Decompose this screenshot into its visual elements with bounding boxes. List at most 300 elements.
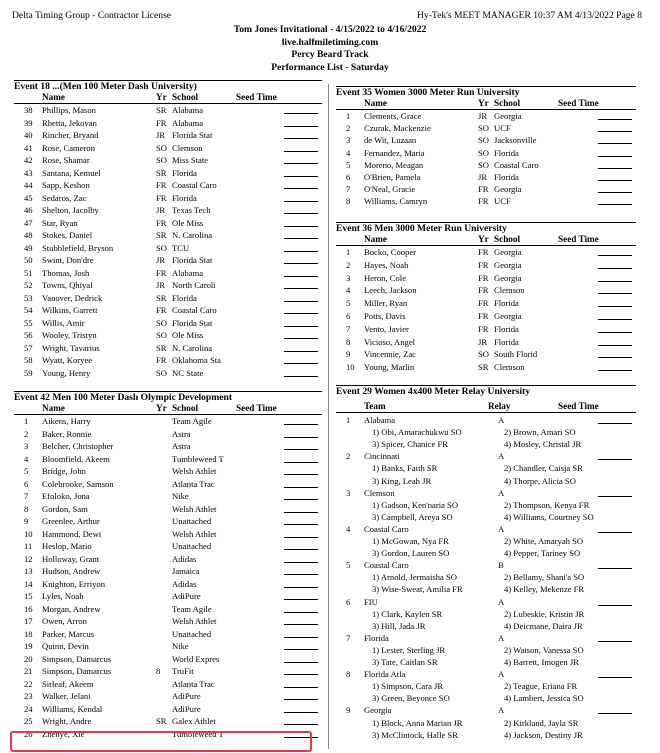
event18-place: 42 [24, 155, 33, 165]
event18-athlete-name: Phillips, Mason [42, 105, 96, 115]
event18-place: 54 [24, 305, 33, 315]
event42-athlete-name: Hudson, Andrew [42, 566, 101, 576]
event18-school: NC State [172, 367, 204, 378]
event42-col-school: School [172, 403, 199, 413]
relay-team-name: Florida [364, 632, 389, 643]
relay-letter: A [498, 415, 505, 425]
event36-athlete-name: Hayes, Noah [364, 259, 409, 270]
seed-time-blank [598, 184, 632, 193]
event36-place: 9 [346, 349, 351, 360]
meet-list-title: Performance List - Saturday [271, 62, 389, 74]
event35-place: 3 [346, 135, 351, 146]
event35-year: SO [478, 147, 489, 158]
table-row [14, 454, 322, 467]
seed-time-blank [284, 118, 318, 127]
event42-athlete-name: Walker, Jelani [42, 691, 91, 701]
relay-leg-3: 3) King, Leah JR [372, 475, 432, 486]
table-row [14, 218, 322, 231]
event36-col-yr: Yr [478, 234, 489, 244]
relay-leg-2: 2) Watson, Vanessa SO [504, 644, 584, 655]
event36-school: Georgia [494, 247, 522, 257]
seed-time-blank [598, 285, 632, 294]
relay-place: 5 [346, 560, 351, 571]
relay-place: 6 [346, 596, 351, 607]
event35-header-rule [336, 109, 636, 110]
relay-letter: A [498, 451, 505, 462]
relay-leg-1: 1) Simpson, Cara JR [372, 681, 444, 692]
seed-time-blank [284, 441, 318, 450]
event42-school: Astra [172, 428, 191, 439]
event18-athlete-name: Rincher, Bryand [42, 130, 99, 140]
event18-athlete-name: Shelton, Jacolby [42, 205, 99, 215]
event42-school: Tumbleweed T [172, 453, 224, 464]
event18-school: Florida Stat [172, 255, 213, 265]
table-row [14, 268, 322, 281]
event42-place: 21 [24, 666, 33, 676]
event18-col-name: Name [42, 92, 65, 102]
seed-time-blank [284, 591, 318, 600]
event35-year: FR [478, 184, 489, 195]
relay-leg-2: 2) White, Amaryah SO [504, 536, 584, 546]
event18-athlete-name: Towns, Qhiyal [42, 280, 93, 290]
event35-school: Coastal Caro [494, 159, 539, 170]
event36-athlete-name: Vincennie, Zac [364, 349, 416, 360]
seed-time-blank [284, 541, 318, 550]
table-row [14, 105, 322, 118]
event18-school: Oklahoma Sta [172, 355, 221, 365]
relay-letter: A [498, 632, 505, 643]
seed-time-blank [598, 298, 632, 307]
event35-school: UCF [494, 196, 511, 207]
relay-leg-1: 1) Banks, Faith SR [372, 463, 438, 474]
event36-col-school: School [494, 234, 521, 244]
event42-school: Nike [172, 491, 189, 501]
seed-time-blank [284, 193, 318, 202]
event18-place: 56 [24, 330, 33, 340]
event35-place: 4 [346, 147, 351, 158]
event35-school: UCF [494, 123, 511, 134]
table-row [336, 337, 636, 350]
event18-school: Florida [172, 167, 197, 178]
seed-time-blank [284, 566, 318, 575]
event42-athlete-name: Gordon, Sam [42, 503, 88, 514]
event36-year: SR [478, 362, 489, 373]
event18-place: 53 [24, 292, 33, 303]
event42-place: 11 [24, 541, 33, 551]
event18-athlete-name: Wilkins, Garrett [42, 305, 98, 315]
seed-time-blank [284, 255, 318, 264]
seed-time-blank [598, 560, 632, 569]
event18-col-school: School [172, 92, 199, 102]
event42-athlete-name: Williams, Kendal [42, 703, 103, 714]
seed-time-blank [598, 172, 632, 181]
table-row [336, 111, 636, 123]
seed-time-blank [284, 691, 318, 700]
table-row [336, 247, 636, 260]
event42-year: SR [156, 716, 167, 726]
event18-col-yr: Yr [156, 92, 167, 102]
event42-school: AdiPure [172, 691, 201, 701]
relay-team-name: FIU [364, 596, 378, 607]
seed-time-blank [598, 148, 632, 157]
event18-athlete-name: Rose, Cameron [42, 142, 95, 153]
table-row [336, 260, 636, 273]
table-row [14, 654, 322, 667]
event18-year: SR [156, 230, 167, 240]
event35-place: 2 [346, 123, 351, 134]
event42-col-yr: Yr [156, 403, 167, 413]
event42-school: World Expres [172, 653, 220, 664]
event18-school: Coastal Caro [172, 305, 217, 315]
seed-time-blank [284, 479, 318, 488]
event18-year: FR [156, 192, 167, 203]
event18-year: SO [156, 242, 167, 253]
event35-school: Georgia [494, 184, 522, 195]
event36-title: Event 36 Men 3000 Meter Run University [336, 223, 507, 234]
table-row [14, 130, 322, 143]
event42-school: Jamaica [172, 566, 200, 576]
seed-time-blank [598, 415, 632, 424]
event18-year: SO [156, 142, 167, 153]
event18-year: JR [156, 280, 166, 290]
relay-leg-2: 2) Thompson, Kenya FR [504, 499, 590, 510]
seed-time-blank [284, 629, 318, 638]
event18-year: SO [156, 367, 167, 378]
meet-manager-header: Hy-Tek's MEET MANAGER 10:37 AM 4/13/2022 Page 8 [417, 10, 642, 21]
event42-school: TruFit [172, 666, 194, 676]
seed-time-blank [284, 679, 318, 688]
event35-place: 6 [346, 172, 351, 182]
table-row [336, 362, 636, 375]
seed-time-blank [598, 273, 632, 282]
seed-time-blank [284, 529, 318, 538]
seed-time-blank [598, 705, 632, 714]
seed-time-blank [598, 111, 632, 120]
event35-place: 7 [346, 184, 351, 195]
seed-time-blank [284, 355, 318, 364]
seed-time-blank [598, 311, 632, 320]
event35-athlete-name: O'Brien, Pamela [364, 172, 421, 182]
event42-place: 17 [24, 616, 33, 626]
relay-leg-1: 1) Lester, Sterling JR [372, 644, 446, 655]
event42-school: Welsh Athlet [172, 503, 217, 514]
event42-place: 25 [24, 716, 33, 726]
seed-time-blank [284, 293, 318, 302]
event35-athlete-name: Moreno, Meagan [364, 159, 424, 170]
seed-time-blank [598, 451, 632, 460]
event18-school: Florida [172, 192, 197, 203]
event35-col-school: School [494, 98, 521, 108]
event18-place: 47 [24, 217, 33, 228]
event18-year: SR [156, 167, 167, 178]
event36-place: 4 [346, 285, 351, 296]
event18-athlete-name: Sapp, Keshon [42, 180, 90, 190]
seed-time-blank [598, 247, 632, 256]
event18-place: 40 [24, 130, 33, 140]
seed-time-blank [598, 488, 632, 497]
event35-school: Jacksonville [494, 135, 537, 146]
relay-place: 7 [346, 632, 351, 643]
event42-athlete-name: Bridge, John [42, 466, 86, 476]
table-row [14, 343, 322, 356]
table-row [14, 704, 322, 717]
event42-header-rule [14, 414, 322, 415]
table-row [14, 504, 322, 517]
event18-athlete-name: Thomas, Josh [42, 267, 90, 278]
relay-leg-1: 1) Clark, Kaylen SR [372, 608, 443, 619]
table-row [336, 148, 636, 160]
relay-team-name: Clemson [364, 487, 395, 498]
meet-title: Tom Jones Invitational - 4/15/2022 to 4/16/2022 [233, 24, 427, 35]
seed-time-blank [598, 669, 632, 678]
table-row [14, 243, 322, 256]
event18-col-seed: Seed Time [236, 92, 277, 102]
event42-place: 18 [24, 628, 33, 639]
event42-place: 13 [24, 566, 33, 576]
relay-leg-2: 2) Bellamy, Shani'a SO [504, 572, 585, 583]
table-row [14, 629, 322, 642]
event42-athlete-name: Colebrooke, Samson [42, 478, 114, 489]
event42-athlete-name: Parker, Marcus [42, 628, 95, 639]
event35-athlete-name: Clements, Grace [364, 111, 422, 121]
event18-athlete-name: Vanover, Dedrick [42, 292, 103, 303]
event18-school: Florida [172, 292, 197, 303]
event42-place: 9 [24, 516, 29, 526]
event18-school: N. Carolina [172, 230, 213, 240]
event36-year: FR [478, 298, 489, 309]
highlight-box [10, 728, 312, 752]
table-row [336, 160, 636, 172]
table-row [14, 355, 322, 368]
event36-place: 5 [346, 298, 351, 309]
event36-school: Georgia [494, 259, 522, 270]
event35-col-yr: Yr [478, 98, 489, 108]
event42-place: 20 [24, 653, 33, 664]
event36-school: Georgia [494, 272, 522, 283]
table-row [336, 196, 636, 208]
event18-athlete-name: Wyatt, Koryee [42, 355, 93, 365]
event18-athlete-name: Wright, Tavarius [42, 342, 100, 353]
relay-leg-3: 3) Wise-Sweat, Amilia FR [372, 584, 463, 595]
relay-team-name: Alabama [364, 415, 396, 425]
event18-place: 46 [24, 205, 33, 215]
table-row [14, 679, 322, 692]
relay-leg-4: 4) Lambert, Jessica SO [504, 693, 584, 704]
seed-time-blank [284, 130, 318, 139]
table-row [336, 298, 636, 311]
event18-school: Ole Miss [172, 217, 204, 228]
relay-place: 1 [346, 415, 351, 425]
event18-athlete-name: Sedaros, Zac [42, 192, 87, 203]
event42-athlete-name: Sirleaf, Akeem [42, 678, 94, 689]
event42-place: 2 [24, 428, 29, 439]
seed-time-blank [598, 349, 632, 358]
seed-time-blank [284, 554, 318, 563]
event18-athlete-name: Santana, Kemuel [42, 167, 101, 178]
event36-athlete-name: Potts, Davis [364, 311, 406, 321]
event36-athlete-name: Heron, Cole [364, 272, 407, 283]
event29-col-team: Team [364, 401, 386, 411]
event18-athlete-name: Stokes, Daniel [42, 230, 93, 240]
event42-athlete-name: Holloway, Grant [42, 553, 100, 564]
event42-school: Welsh Athlet [172, 616, 217, 626]
seed-time-blank [284, 491, 318, 500]
relay-leg-1: 1) Block, Anna Marian JR [372, 717, 463, 728]
event42-athlete-name: Bloomfield, Akeem [42, 453, 110, 464]
table-row [14, 429, 322, 442]
seed-time-blank [598, 597, 632, 606]
event42-year: 8 [156, 666, 161, 676]
relay-leg-1: 1) Arnold, Jermaisha SO [372, 572, 457, 583]
event42-place: 8 [24, 503, 29, 514]
relay-leg-4: 4) Kelley, Mekenze FR [504, 584, 585, 595]
seed-time-blank [284, 654, 318, 663]
event42-place: 16 [24, 603, 33, 614]
event42-athlete-name: Simpson, Damarcus [42, 666, 112, 676]
seed-time-blank [284, 205, 318, 214]
event18-place: 51 [24, 267, 33, 278]
relay-leg-3: 3) Green, Beyonce SO [372, 693, 450, 704]
table-row [14, 716, 322, 729]
event36-athlete-name: Bocko, Cooper [364, 247, 417, 257]
relay-leg-3: 3) Gordon, Lauren SO [372, 548, 450, 559]
event35-year: SO [478, 123, 489, 134]
event42-school: Team Agile [172, 416, 212, 426]
event18-school: Alabama [172, 105, 204, 115]
event42-school: Team Agile [172, 603, 212, 614]
event18-athlete-name: Rhetta, Jekovan [42, 117, 97, 128]
event18-school: Alabama [172, 267, 204, 278]
event18-school: North Caroli [172, 280, 216, 290]
seed-time-blank [284, 466, 318, 475]
event42-athlete-name: Belcher, Christopher [42, 441, 114, 451]
seed-time-blank [284, 280, 318, 289]
event18-year: SR [156, 342, 167, 353]
relay-leg-1: 1) Gadson, Ken'naria SO [372, 499, 459, 510]
relay-place: 2 [346, 451, 351, 462]
table-row [14, 579, 322, 592]
relay-leg-2: 2) Kirkland, Jayla SR [504, 717, 579, 728]
event18-athlete-name: Wooley, Tristyn [42, 330, 97, 340]
seed-time-blank [284, 180, 318, 189]
event18-place: 52 [24, 280, 33, 290]
event35-year: FR [478, 196, 489, 207]
table-row [336, 311, 636, 324]
seed-time-blank [598, 362, 632, 371]
seed-time-blank [284, 218, 318, 227]
seed-time-blank [284, 579, 318, 588]
event42-place: 12 [24, 553, 33, 564]
event18-place: 38 [24, 105, 33, 115]
seed-time-blank [284, 143, 318, 152]
table-row [14, 479, 322, 492]
event18-school: TCU [172, 242, 190, 253]
table-row [14, 691, 322, 704]
event42-athlete-name: Owen, Arron [42, 616, 87, 626]
table-row [14, 441, 322, 454]
event18-school: Florida Stat [172, 317, 213, 328]
event18-school: Alabama [172, 117, 204, 128]
seed-time-blank [284, 666, 318, 675]
seed-time-blank [284, 230, 318, 239]
event18-school: Texas Tech [172, 205, 211, 215]
event35-year: SO [478, 135, 489, 146]
table-row [14, 180, 322, 193]
table-row [336, 135, 636, 147]
relay-team-name: Coastal Caro [364, 523, 409, 534]
relay-leg-2: 2) Teague, Eriana FR [504, 681, 578, 692]
relay-leg-3: 3) McClintock, Halle SR [372, 729, 458, 740]
meet-info-block [160, 24, 500, 75]
event42-athlete-name: Knighton, Erriyon [42, 578, 106, 589]
event36-year: FR [478, 323, 489, 334]
table-row [14, 255, 322, 268]
table-row [14, 368, 322, 381]
seed-time-blank [598, 633, 632, 642]
event42-place: 24 [24, 703, 33, 714]
event29-col-relay: Relay [488, 401, 511, 411]
event18-year: SR [156, 292, 167, 303]
event18-athlete-name: Star, Ryan [42, 217, 78, 228]
event18-place: 44 [24, 180, 33, 190]
event18-year: FR [156, 117, 167, 128]
event42-school: Adidas [172, 553, 197, 564]
event42-place: 5 [24, 466, 29, 476]
event42-school: Unattached [172, 628, 212, 639]
relay-leg-2: 2) Brown, Amari SO [504, 427, 576, 438]
relay-place: 8 [346, 669, 351, 680]
event35-school: Georgia [494, 111, 522, 121]
event18-place: 45 [24, 192, 33, 203]
event42-place: 19 [24, 641, 33, 651]
event18-year: FR [156, 180, 167, 190]
event18-school: Coastal Caro [172, 180, 217, 190]
relay-leg-4: 4) Mosley, Christal JR [504, 439, 582, 450]
table-row [336, 184, 636, 196]
event35-athlete-name: Fernandez, Maria [364, 147, 425, 158]
table-row [14, 516, 322, 529]
table-row [14, 330, 322, 343]
relay-letter: B [498, 560, 504, 571]
event18-athlete-name: Willis, Amir [42, 317, 85, 328]
event42-athlete-name: Zhenye, Xie [42, 728, 85, 739]
seed-time-blank [284, 268, 318, 277]
table-row [14, 280, 322, 293]
event42-place: 15 [24, 591, 33, 601]
event18-title: Event 18 ...(Men 100 Meter Dash University) [14, 81, 197, 92]
event18-school: Ole Miss [172, 330, 204, 340]
seed-time-blank [598, 123, 632, 132]
relay-leg-1: 1) Obi, Amarachukwu SO [372, 427, 462, 438]
event18-header-rule [14, 103, 322, 104]
event18-year: FR [156, 217, 167, 228]
table-row [14, 143, 322, 156]
event35-col-name: Name [364, 98, 387, 108]
event42-school: Atlanta Trac [172, 678, 215, 689]
seed-time-blank [284, 716, 318, 725]
event18-year: FR [156, 355, 167, 365]
relay-place: 3 [346, 487, 351, 498]
event18-year: SO [156, 330, 167, 340]
event18-school: N. Carolina [172, 342, 213, 353]
event42-school: Adidas [172, 578, 197, 589]
table-row [14, 491, 322, 504]
seed-time-blank [598, 324, 632, 333]
event18-place: 39 [24, 117, 33, 128]
event42-school: Tumbleweed T [172, 728, 224, 739]
seed-time-blank [284, 305, 318, 314]
event36-place: 8 [346, 336, 351, 347]
